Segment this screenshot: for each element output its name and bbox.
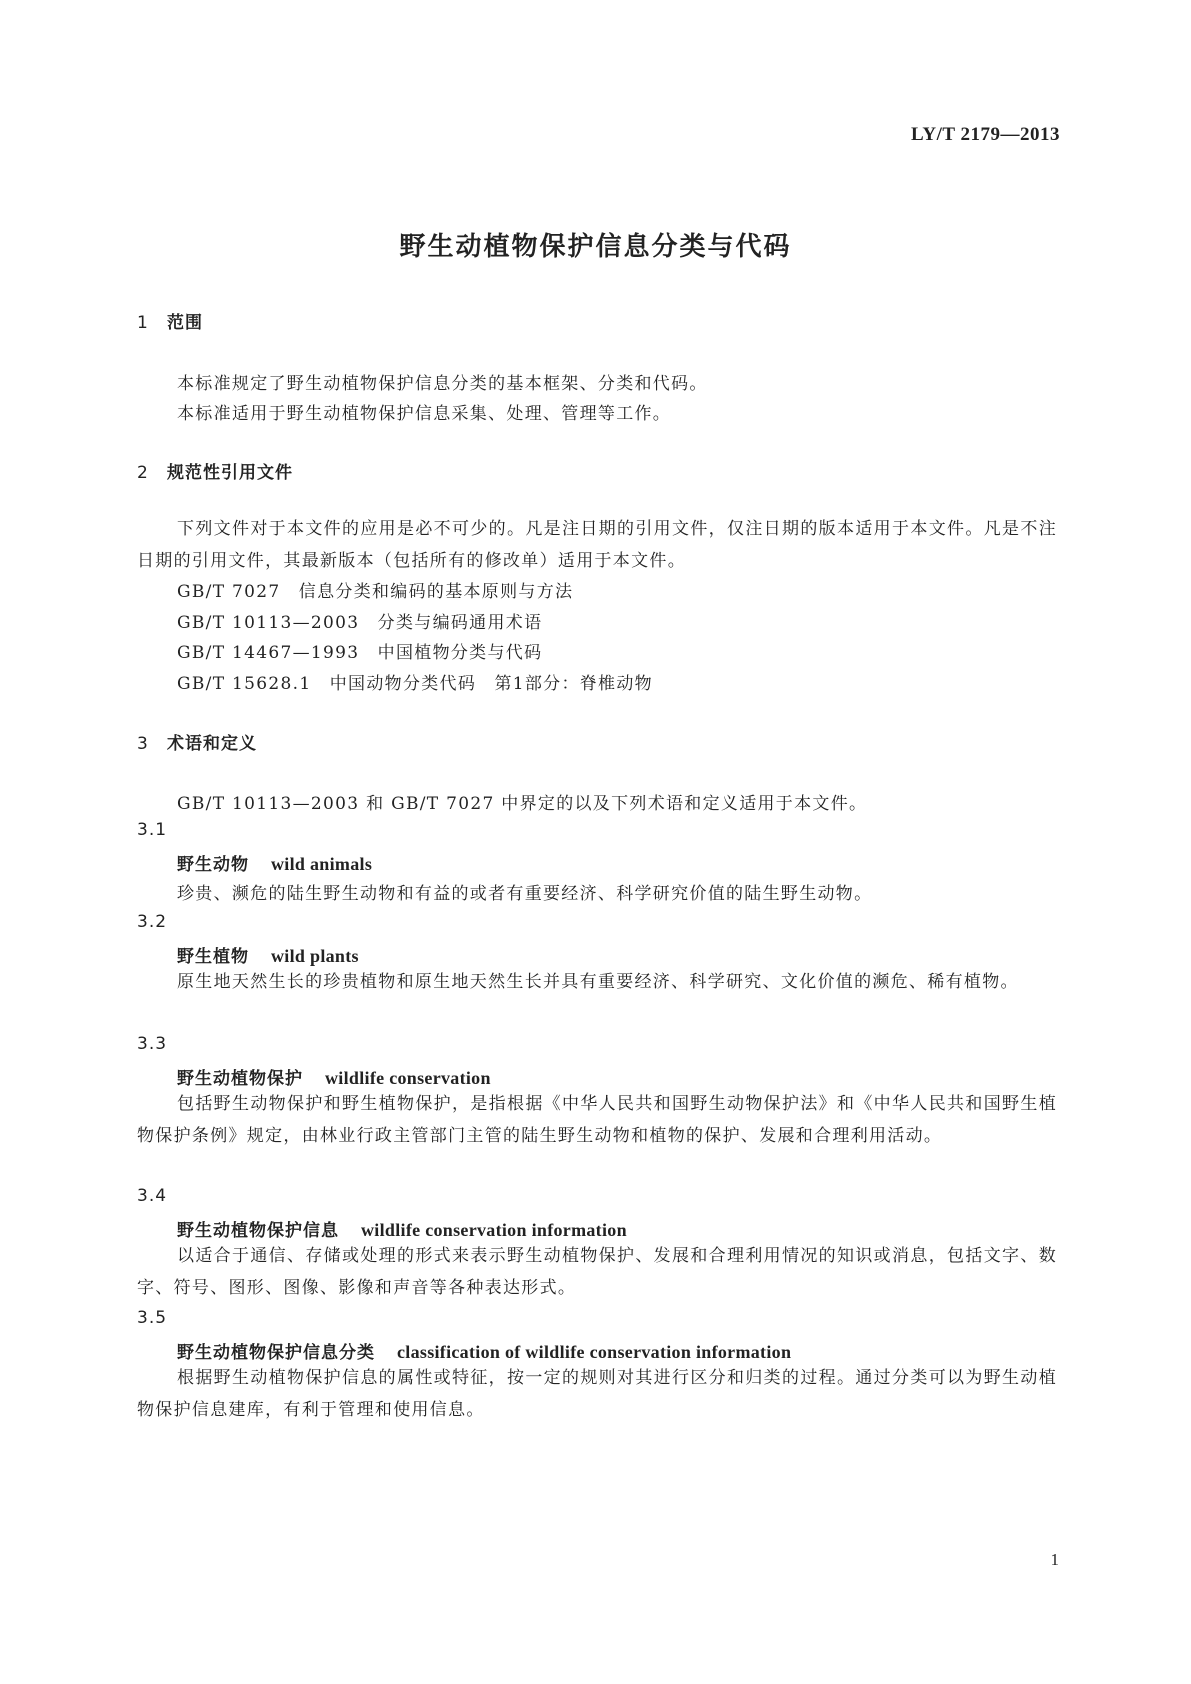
term-zh: 野生植物	[177, 947, 249, 967]
reference-item: GB/T 10113—2003 分类与编码通用术语	[177, 613, 543, 633]
term-heading	[177, 1216, 627, 1241]
section-1-paragraph: 本标准规定了野生动植物保护信息分类的基本框架、分类和代码。	[177, 374, 708, 394]
section-3-heading	[137, 729, 257, 754]
section-2-heading	[137, 458, 293, 483]
term-en: wild animals	[271, 854, 373, 874]
term-zh: 野生动植物保护	[177, 1069, 303, 1089]
section-number: 1	[137, 313, 149, 333]
term-heading	[177, 1064, 491, 1089]
term-en: classification of wildlife conservation information	[397, 1342, 792, 1362]
section-title: 范围	[167, 313, 203, 333]
reference-item: GB/T 15628.1 中国动物分类代码 第1部分：脊椎动物	[177, 674, 653, 694]
term-heading	[177, 850, 372, 875]
reference-item: GB/T 7027 信息分类和编码的基本原则与方法	[177, 582, 574, 602]
term-definition: 珍贵、濒危的陆生野生动物和有益的或者有重要经济、科学研究价值的陆生野生动物。	[177, 884, 873, 904]
section-1-paragraph: 本标准适用于野生动植物保护信息采集、处理、管理等工作。	[177, 404, 672, 424]
section-1-heading	[137, 308, 203, 333]
term-number: 3.1	[137, 820, 168, 840]
section-number: 3	[137, 734, 149, 754]
standard-code: LY/T 2179—2013	[910, 124, 1060, 145]
section-3-intro: GB/T 10113—2003 和 GB/T 7027 中界定的以及下列术语和定义适用于本文件。	[177, 794, 868, 814]
term-heading	[177, 1338, 791, 1363]
page-number: 1	[1050, 1550, 1059, 1569]
term-number: 3.2	[137, 912, 168, 932]
term-number: 3.5	[137, 1308, 168, 1328]
term-definition: 以适合于通信、存储或处理的形式来表示野生动植物保护、发展和合理利用情况的知识或消息，包括文字、数字、符号、图形、图像、影像和声音等各种表达形式。	[137, 1246, 1057, 1298]
term-en: wildlife conservation information	[361, 1220, 627, 1240]
term-number: 3.4	[137, 1186, 168, 1206]
term-definition: 根据野生动植物保护信息的属性或特征，按一定的规则对其进行区分和归类的过程。通过分类可以为野生动植物保护信息建库，有利于管理和使用信息。	[137, 1368, 1057, 1420]
term-en: wildlife conservation	[325, 1068, 491, 1088]
section-title: 术语和定义	[167, 734, 257, 754]
term-zh: 野生动植物保护信息	[177, 1221, 339, 1241]
term-zh: 野生动植物保护信息分类	[177, 1343, 375, 1363]
term-definition: 原生地天然生长的珍贵植物和原生地天然生长并具有重要经济、科学研究、文化价值的濒危、稀有植物。	[177, 972, 1019, 992]
document-title: 野生动植物保护信息分类与代码	[399, 232, 792, 262]
section-title: 规范性引用文件	[167, 463, 293, 483]
term-definition: 包括野生动物保护和野生植物保护，是指根据《中华人民共和国野生动物保护法》和《中华人民共和国野生植物保护条例》规定，由林业行政主管部门主管的陆生野生动物和植物的保护、发展和合理利用活动。	[137, 1094, 1057, 1146]
term-zh: 野生动物	[177, 855, 249, 875]
section-number: 2	[137, 463, 149, 483]
term-number: 3.3	[137, 1034, 168, 1054]
reference-item: GB/T 14467—1993 中国植物分类与代码	[177, 643, 543, 663]
section-2-intro: 下列文件对于本文件的应用是必不可少的。凡是注日期的引用文件，仅注日期的版本适用于本文件。凡是不注日期的引用文件，其最新版本（包括所有的修改单）适用于本文件。	[137, 519, 1057, 571]
term-en: wild plants	[271, 946, 359, 966]
term-heading	[177, 942, 359, 967]
